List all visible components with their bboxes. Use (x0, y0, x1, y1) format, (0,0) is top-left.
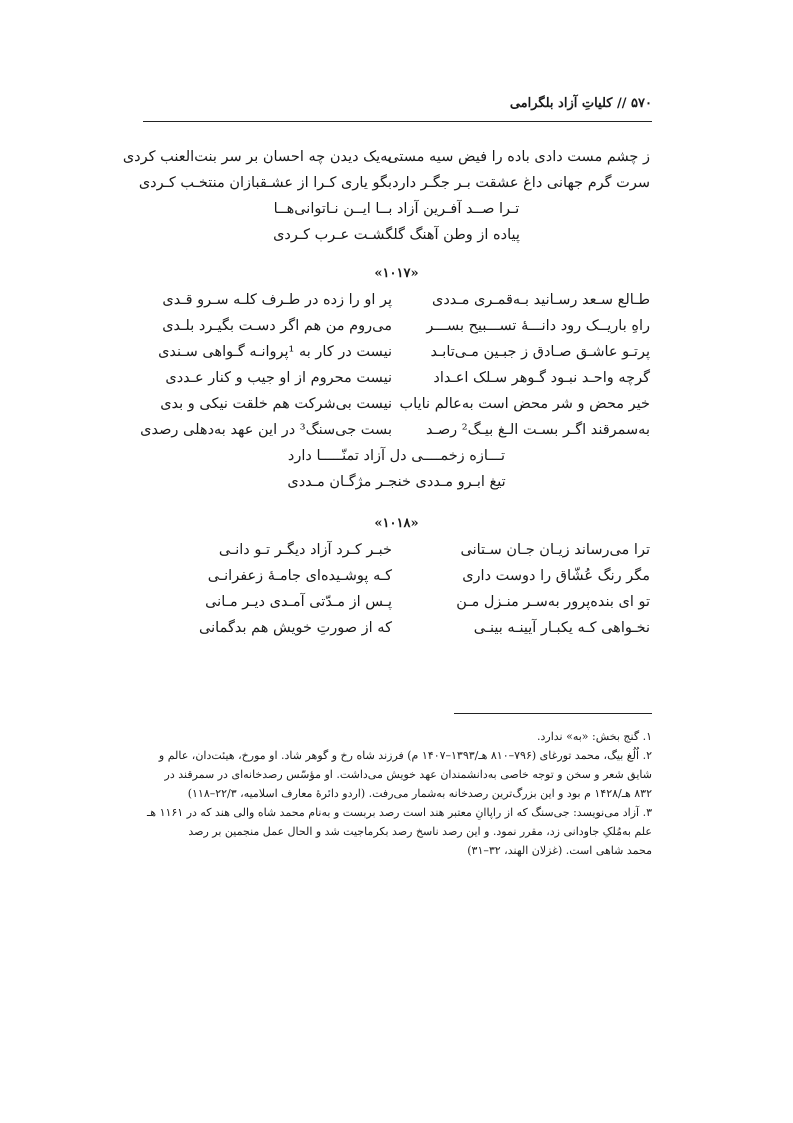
page-header-label: ۵۷۰ // کلیاتِ آزاد بلگرامی (509, 96, 652, 111)
verse-hemistich-right: طـالع سـعد رسـانید بـه‌قمـری مـددی (431, 292, 650, 308)
verse-hemistich-left: نیست محروم از او جیب و کنار عـددی (165, 370, 392, 386)
verse-hemistich-left: کـه پوشـیده‌ای جامـهٔ زعفرانـی (207, 568, 392, 584)
verse-hemistich-left: پـس از مـدّتی آمـدی دیـر مـانی (205, 594, 392, 610)
footnote: ۳. آزاد می‌نویسد: جی‌سنگ که از راپاانِ معتبر هند است رصد بربست و به‌نام محمد شاه والی هند که در ۱۱۶۱ هـ (147, 806, 652, 819)
verse-hemistich-right: تو ای بنده‌پرور به‌سـر منـزل مـن (456, 594, 650, 610)
verse-hemistich-left: خبـر کـرد آزاد دیگـر تـو دانـی (218, 542, 392, 558)
verse-hemistich-right: مگر رنگ عُشّاق را دوست داری (462, 568, 650, 584)
footnote-continuation: ۸۳۲ هـ/۱۴۲۸ م بود و این بزرگ‌ترین رصدخانه به‌شمار می‌رفت. (اردو دائرهٔ معارف اسلامیه، ۲۲/۳–۱۱۸) (187, 787, 652, 800)
ghazal-number: «۱۰۱۸» (374, 516, 419, 531)
footnote: ۲. اُلُغ بیگ، محمد تورغای (۷۹۶–۸۱۰ هـ/۱۳۹۳–۱۴۰۷ م) فرزند شاه رخ و گوهر شاد. او مورخ، هیئت‌دان، عالم و (158, 749, 652, 762)
footnote-continuation: علم به‌مُلکِ جاودانی زد، مقرر نمود. و این رصد ناسخ رصد بکرماجیت شد و الحال عمل منجمین بر رصد (188, 825, 652, 838)
verse-hemistich-right: پرتـو عاشـق صـادق ز جبـین مـی‌تابـد (430, 344, 650, 360)
verse-hemistich-left: می‌روم من هم اگر دسـت بگیـرد بلـدی (162, 318, 392, 334)
footnote-continuation: شایق شعر و سخن و توجه خاصی به‌دانشمندان عهد خویش می‌داشت. او مؤسّس رصدخانه‌ای در سمرقند در (164, 768, 652, 781)
verse-hemistich-left: پر او را زده در طـرف کلـه سـرو قـدی (162, 292, 392, 308)
ghazal-number: «۱۰۱۷» (374, 266, 419, 281)
verse-hemistich-right: راهِ باریــک رود دانـــهٔ تســـبیح بســـر (426, 318, 650, 334)
verse-hemistich-left: بست جی‌سنگ³ در این عهد به‌دهلی رصدی (140, 422, 392, 438)
verse-hemistich-left: که از صورتِ خویش هم بدگمانی (199, 620, 392, 636)
closing-verse-line: پیاده از وطن آهنگ گلگشـت عـرب کـردی (273, 227, 520, 243)
verse-hemistich-right: گرچه واحـد نبـود گـوهر سـلک اعـداد (433, 370, 650, 386)
footnote-continuation: محمد شاهی است. (غزلان الهند، ۳۲–۳۱) (467, 844, 652, 857)
closing-verse-line: تیغ ابـرو مـددی خنجـر مژگـان مـددی (287, 474, 506, 490)
verse-hemistich-left: بگو یاری کـرا از عشـقبازان منتخـب کـردی (138, 175, 392, 191)
header-rule (143, 121, 652, 122)
footnote: ۱. گنج بخش: «به» ندارد. (537, 730, 652, 743)
verse-hemistich-right: ترا می‌رساند زیـان جـان سـتانی (460, 542, 650, 558)
closing-verse-line: تـــازه زخمــــی دل آزاد تمنّـــــا دارد (287, 448, 506, 464)
verse-hemistich-right: به‌سمرقند اگـر بسـت الـغ بیـگ² رصـد (425, 422, 650, 438)
closing-verse-line: تـرا صــد آفـرین آزاد بــا ایــن نـاتوانی‌هــا (273, 201, 520, 217)
page-header (143, 96, 652, 118)
verse-hemistich-left: نیست در کار به ¹پروانـه گـواهی سـندی (158, 344, 392, 360)
verse-hemistich-left: نیست بی‌شرکت هم خلقت نیکی و بدی (160, 396, 392, 412)
verse-hemistich-right: خیر محض و شر محض است به‌عالم نایاب (399, 396, 650, 412)
verse-hemistich-right: نخـواهی کـه یکبـار آیینـه بینـی (473, 620, 650, 636)
verse-hemistich-right: سرت گرم جهانی داغ عشقت بـر جگـر دارد (392, 175, 650, 191)
verse-hemistich-right: ز چشم مست دادی باده را فیض سیه مستی (387, 149, 650, 165)
verse-hemistich-left: به‌یک دیدن چه احسان بر سر بنت‌العنب کردی (122, 149, 392, 165)
footnote-rule (454, 713, 652, 714)
